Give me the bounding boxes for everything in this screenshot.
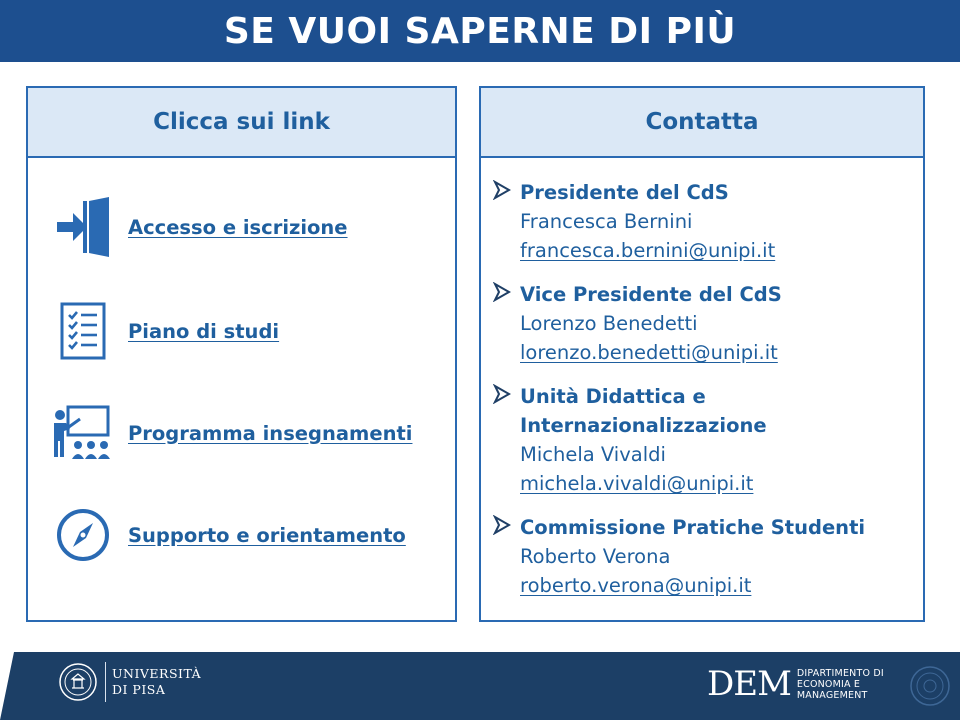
arrow-bullet-icon (493, 180, 511, 200)
teacher-board-icon (52, 400, 114, 466)
contact-item (493, 280, 913, 367)
link-row-accesso[interactable] (52, 194, 348, 260)
arrow-bullet-icon (493, 282, 511, 302)
dem-logo-text: DEM (707, 664, 791, 704)
contact-role: Presidente del CdS (520, 181, 729, 204)
contact-email-link[interactable]: roberto.verona@unipi.it (520, 574, 752, 597)
links-panel-title: Clicca sui link (153, 109, 330, 135)
contact-name: Lorenzo Benedetti (520, 312, 698, 335)
university-name-line1: UNIVERSITÀ (112, 666, 202, 681)
contact-item (493, 178, 913, 265)
link-piano-studi[interactable]: Piano di studi (128, 319, 280, 343)
links-panel-header (28, 88, 455, 158)
contact-role-line2: Internazionalizzazione (520, 414, 767, 437)
department-seal-icon (908, 664, 952, 708)
contact-name: Francesca Bernini (520, 210, 693, 233)
contact-name: Michela Vivaldi (520, 443, 666, 466)
link-supporto-orientamento[interactable]: Supporto e orientamento (128, 523, 406, 547)
door-enter-icon (52, 194, 114, 260)
contact-panel (479, 86, 925, 622)
link-programma-insegnamenti[interactable]: Programma insegnamenti (128, 421, 413, 445)
contact-role-line1: Unità Didattica e (520, 385, 706, 408)
header-bar (0, 0, 960, 62)
page-title: SE VUOI SAPERNE DI PIÙ (223, 10, 737, 52)
link-accesso-iscrizione[interactable]: Accesso e iscrizione (128, 215, 348, 239)
link-row-programma[interactable] (52, 400, 412, 466)
university-name (112, 666, 201, 698)
dem-line1: DIPARTIMENTO DI (796, 667, 884, 679)
dem-department-name (797, 668, 884, 701)
contact-item (493, 513, 913, 600)
dem-line2: ECONOMIA E (796, 678, 861, 690)
checklist-icon (52, 298, 114, 364)
footer-corner-cut (0, 652, 14, 720)
contact-email-link[interactable]: michela.vivaldi@unipi.it (520, 472, 754, 495)
university-seal-icon (58, 662, 98, 702)
link-row-piano[interactable] (52, 298, 279, 364)
contact-name: Roberto Verona (520, 545, 671, 568)
contact-role: Commissione Pratiche Studenti (520, 516, 866, 539)
logo-separator (105, 662, 106, 702)
university-logo (58, 662, 201, 702)
links-panel (26, 86, 457, 622)
dem-line3: MANAGEMENT (796, 689, 868, 701)
contact-email-link[interactable]: lorenzo.benedetti@unipi.it (520, 341, 778, 364)
university-name-line2: DI PISA (112, 682, 166, 697)
compass-icon (52, 502, 114, 568)
contact-role: Vice Presidente del CdS (520, 283, 782, 306)
contact-panel-title: Contatta (645, 109, 759, 135)
dem-logo (707, 664, 884, 704)
arrow-bullet-icon (493, 384, 511, 404)
contact-panel-header (481, 88, 923, 158)
arrow-bullet-icon (493, 515, 511, 535)
contact-item (493, 382, 913, 498)
contact-email-link[interactable]: francesca.bernini@unipi.it (520, 239, 776, 262)
link-row-supporto[interactable] (52, 502, 406, 568)
